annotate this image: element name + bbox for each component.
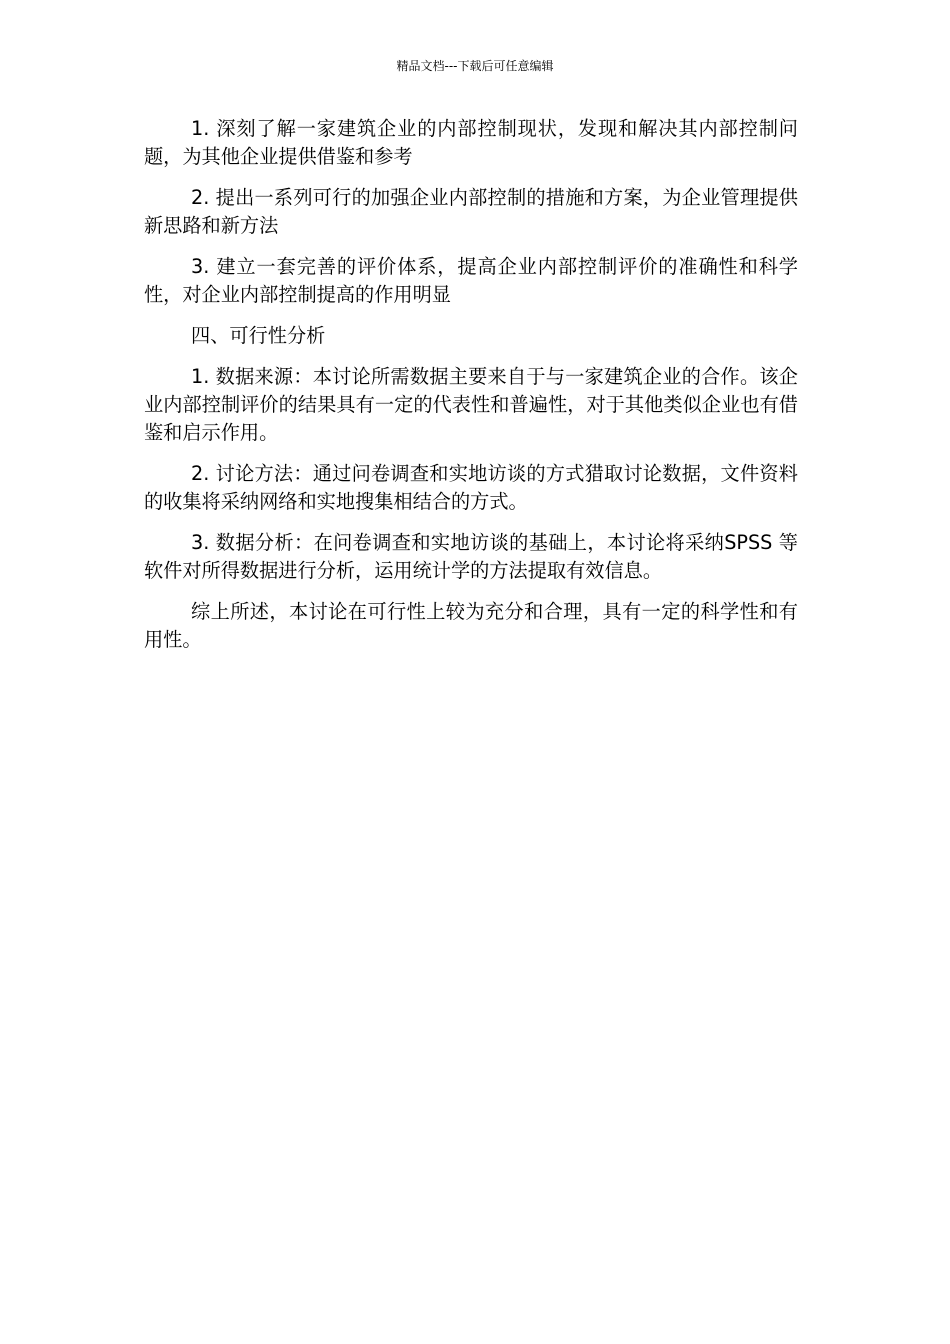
section-heading: 四、可行性分析 (191, 324, 326, 347)
page-header: 精品文档---下载后可任意编辑 (396, 59, 554, 73)
conclusion-paragraph: 综上所述，本讨论在可行性上较为充分和合理，具有一定的科学性和有用性。 (144, 600, 798, 651)
document-body (144, 115, 798, 667)
data-analysis-paragraph: 3. 数据分析：在问卷调查和实地访谈的基础上，本讨论将采纳SPSS 等软件对所得数据进行分析，运用统计学的方法提取有效信息。 (144, 531, 798, 582)
data-source-paragraph: 1. 数据来源：本讨论所需数据主要来自于与一家建筑企业的合作。该企业内部控制评价的结果具有一定的代表性和普遍性，对于其他类似企业也有借鉴和启示作用。 (144, 365, 798, 444)
objective-1-paragraph: 1. 深刻了解一家建筑企业的内部控制现状，发现和解决其内部控制问题，为其他企业提供借鉴和参考 (144, 117, 798, 168)
objective-2-paragraph: 2. 提出一系列可行的加强企业内部控制的措施和方案，为企业管理提供新思路和新方法 (144, 186, 798, 237)
method-paragraph: 2. 讨论方法：通过问卷调查和实地访谈的方式猎取讨论数据，文件资料的收集将采纳网络和实地搜集相结合的方式。 (144, 462, 798, 513)
objective-3-paragraph: 3. 建立一套完善的评价体系，提高企业内部控制评价的准确性和科学性，对企业内部控制提高的作用明显 (144, 255, 798, 306)
